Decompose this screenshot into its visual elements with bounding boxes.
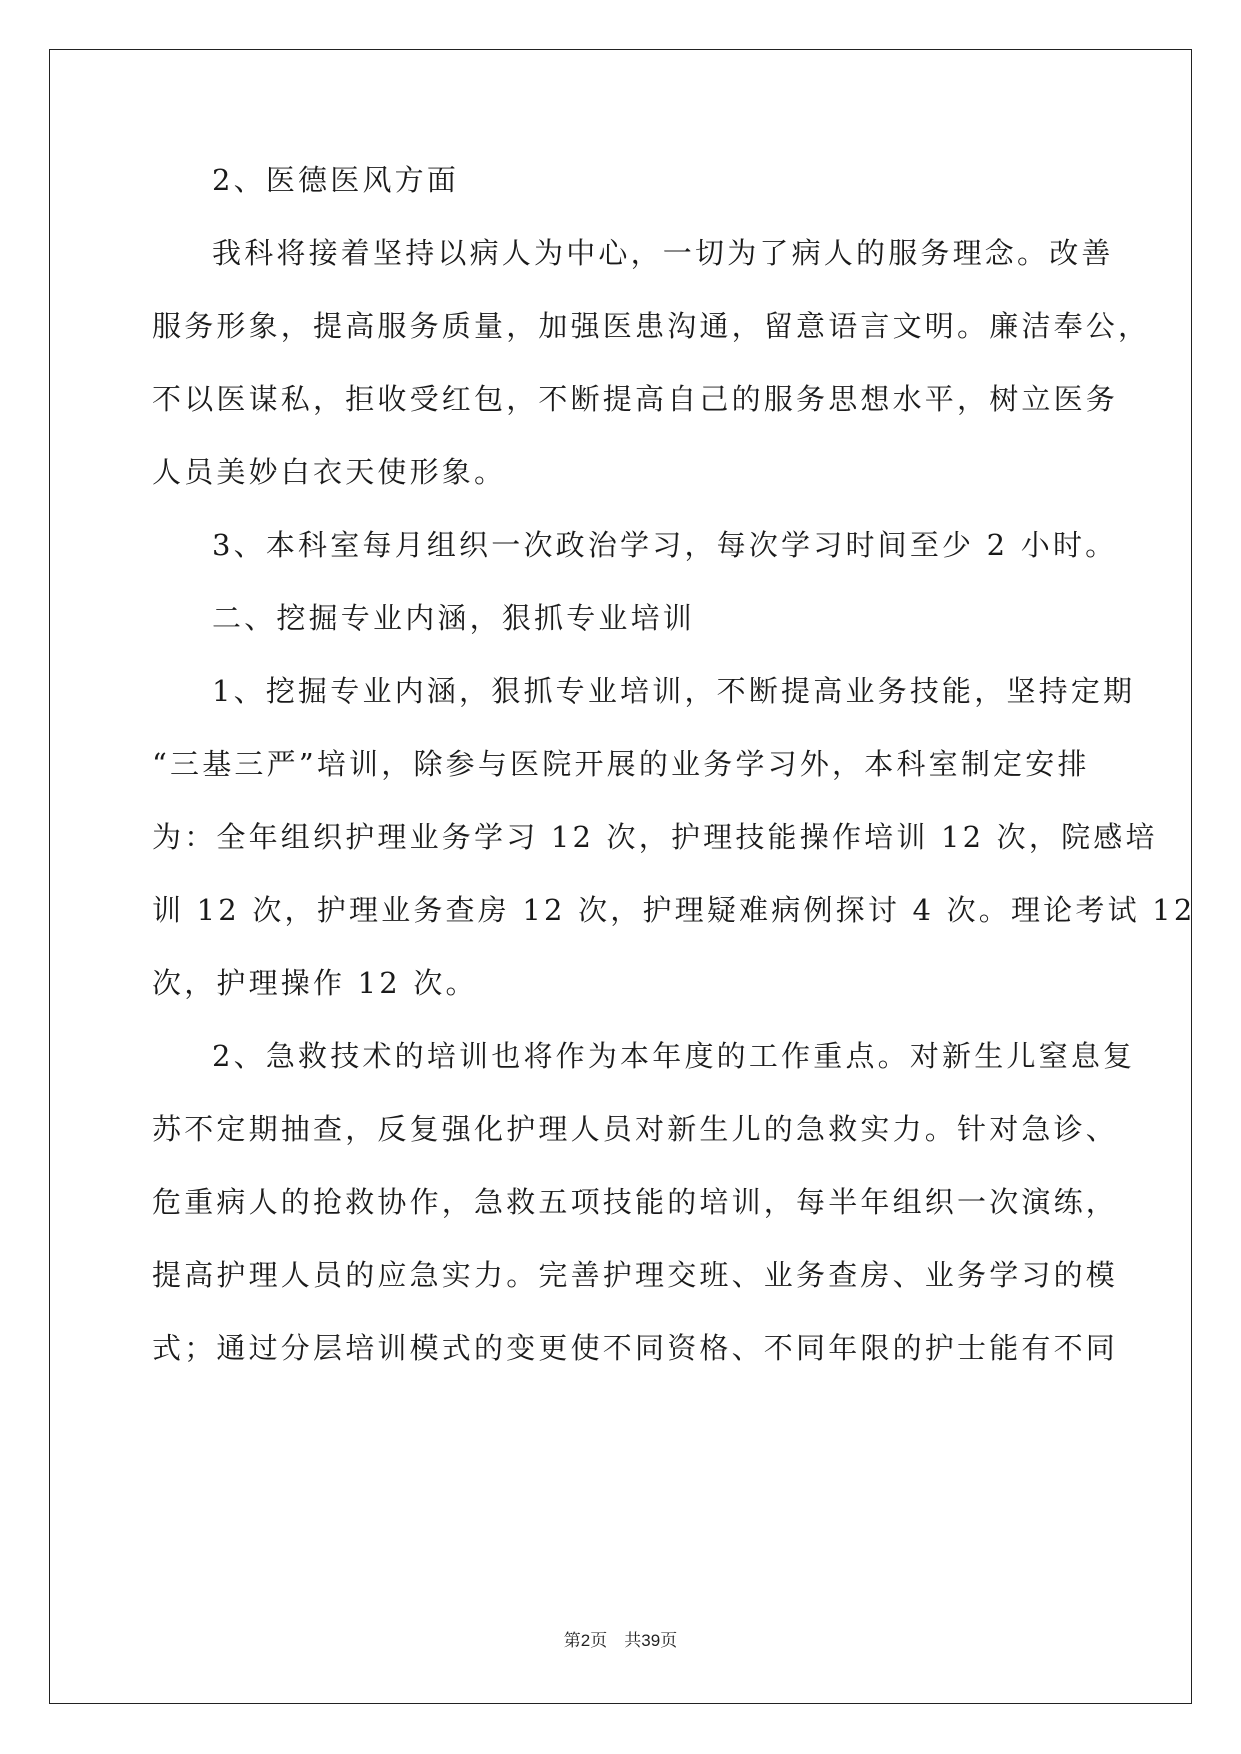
page-prefix: 第: [563, 1631, 581, 1651]
paragraph-line: 2、急救技术的培训也将作为本年度的工作重点。对新生儿窒息复: [212, 1039, 1136, 1073]
section-heading: 二、挖掘专业内涵，狠抓专业培训: [212, 601, 696, 635]
paragraph-line: 式；通过分层培训模式的变更使不同资格、不同年限的护士能有不同: [152, 1331, 1119, 1365]
paragraph-line: 服务形象，提高服务质量，加强医患沟通，留意语言文明。廉洁奉公，: [152, 309, 1151, 343]
paragraph-line: 1、挖掘专业内涵，狠抓专业培训，不断提高业务技能，坚持定期: [212, 674, 1136, 708]
paragraph-line: 3、本科室每月组织一次政治学习，每次学习时间至少 2 小时。: [212, 528, 1118, 562]
paragraph-line: 提高护理人员的应急实力。完善护理交班、业务查房、业务学习的模: [152, 1258, 1119, 1292]
total-pages: 39: [641, 1631, 661, 1650]
paragraph-line: 为：全年组织护理业务学习 12 次，护理技能操作培训 12 次，院感培: [152, 820, 1158, 854]
paragraph-line: 不以医谋私，拒收受红包，不断提高自己的服务思想水平，树立医务: [152, 382, 1119, 416]
page-footer: [0, 1626, 1241, 1651]
paragraph-line: 危重病人的抢救协作，急救五项技能的培训，每半年组织一次演练，: [152, 1185, 1119, 1219]
page-border: [49, 49, 1192, 1704]
paragraph-line: 次，护理操作 12 次。: [152, 966, 478, 1000]
paragraph-line: 人员美妙白衣天使形象。: [152, 455, 507, 489]
paragraph-line: “三基三严”培训，除参与医院开展的业务学习外，本科室制定安排: [152, 747, 1090, 781]
page-mid: 页 共: [590, 1631, 642, 1651]
section-heading: 2、医德医风方面: [212, 163, 460, 197]
paragraph-line: 苏不定期抽查，反复强化护理人员对新生儿的急救实力。针对急诊、: [152, 1112, 1119, 1146]
page-number: 2: [580, 1631, 591, 1650]
paragraph-line: 我科将接着坚持以病人为中心，一切为了病人的服务理念。改善: [212, 236, 1114, 270]
page-suffix: 页: [660, 1631, 678, 1651]
paragraph-line: 训 12 次，护理业务查房 12 次，护理疑难病例探讨 4 次。理论考试 12: [152, 893, 1196, 927]
